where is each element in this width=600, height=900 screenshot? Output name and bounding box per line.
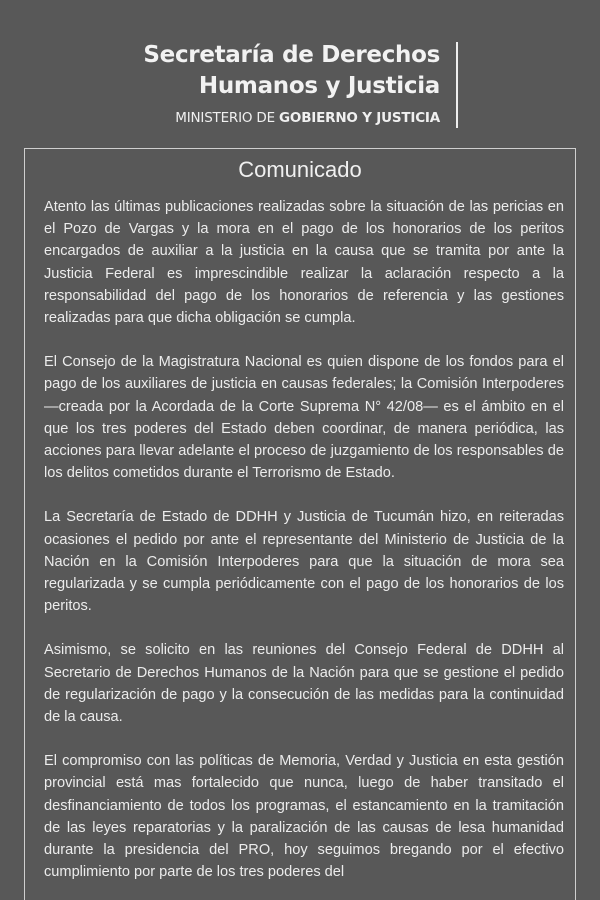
organization-logo: [143, 40, 440, 126]
paragraph: El Consejo de la Magistratura Nacional es quien dispone de los fondos para el pago de los auxiliares de justicia en causas federales; la Comisión Interpoderes —creada por la Acordada de la Corte Suprema N° 42/08— es el ámbito en el que los tres poderes del Estado deben coordinar, de manera periódica, las acciones para llevar adelante el proceso de juzgamiento de los responsables de los delitos cometidos durante el Terrorismo de Estado.: [44, 354, 564, 482]
ministry-bold: GOBIERNO Y JUSTICIA: [279, 110, 440, 126]
ministry-prefix: MINISTERIO DE: [175, 110, 280, 126]
paragraph: Atento las últimas publicaciones realizadas sobre la situación de las pericias en el Pozo de Vargas y la mora en el pago de los honorarios de los peritos encargados de auxiliar a la justicia en la causa que se tramita por ante la Justicia Federal es imprescindible realizar la aclaración respecto a la responsabilidad del pago de los honorarios de referencia y las gestiones realizadas para que dicha obligación se cumpla.: [44, 199, 564, 327]
document-body: [44, 196, 564, 900]
paragraph: La Secretaría de Estado de DDHH y Justicia de Tucumán hizo, en reiteradas ocasiones el pedido por ante el representante del Ministerio de Justicia de la Nación en la Comisión Interpoderes para que la situación de mora sea regularizada y se cumpla periódicamente con el pago de los honorarios de los peritos.: [44, 509, 564, 615]
ministry-name: [143, 110, 440, 126]
header: [0, 0, 600, 140]
document-title: Comunicado: [238, 157, 362, 182]
paragraph: Asimismo, se solicito en las reuniones del Consejo Federal de DDHH al Secretario de Derechos Humanos de la Nación para que se gestione el pedido de regularización de pago y la consecución de las medidas para la continuidad de la causa.: [44, 642, 564, 726]
org-name-line-2: Humanos y Justicia: [198, 73, 440, 99]
logo-divider: [456, 42, 458, 128]
paragraph: El compromiso con las políticas de Memoria, Verdad y Justicia en esta gestión provincial está mas fortalecido que nunca, luego de haber transitado el desfinanciamiento de todos los programas, el estancamiento en la tramitación de las leyes reparatorias y la paralización de las causas de lesa humanidad durante la presidencia del PRO, hoy seguimos bregando por el efectivo cumplimiento por parte de los tres poderes del: [44, 753, 564, 881]
org-name-line-1: Secretaría de Derechos: [143, 42, 440, 68]
